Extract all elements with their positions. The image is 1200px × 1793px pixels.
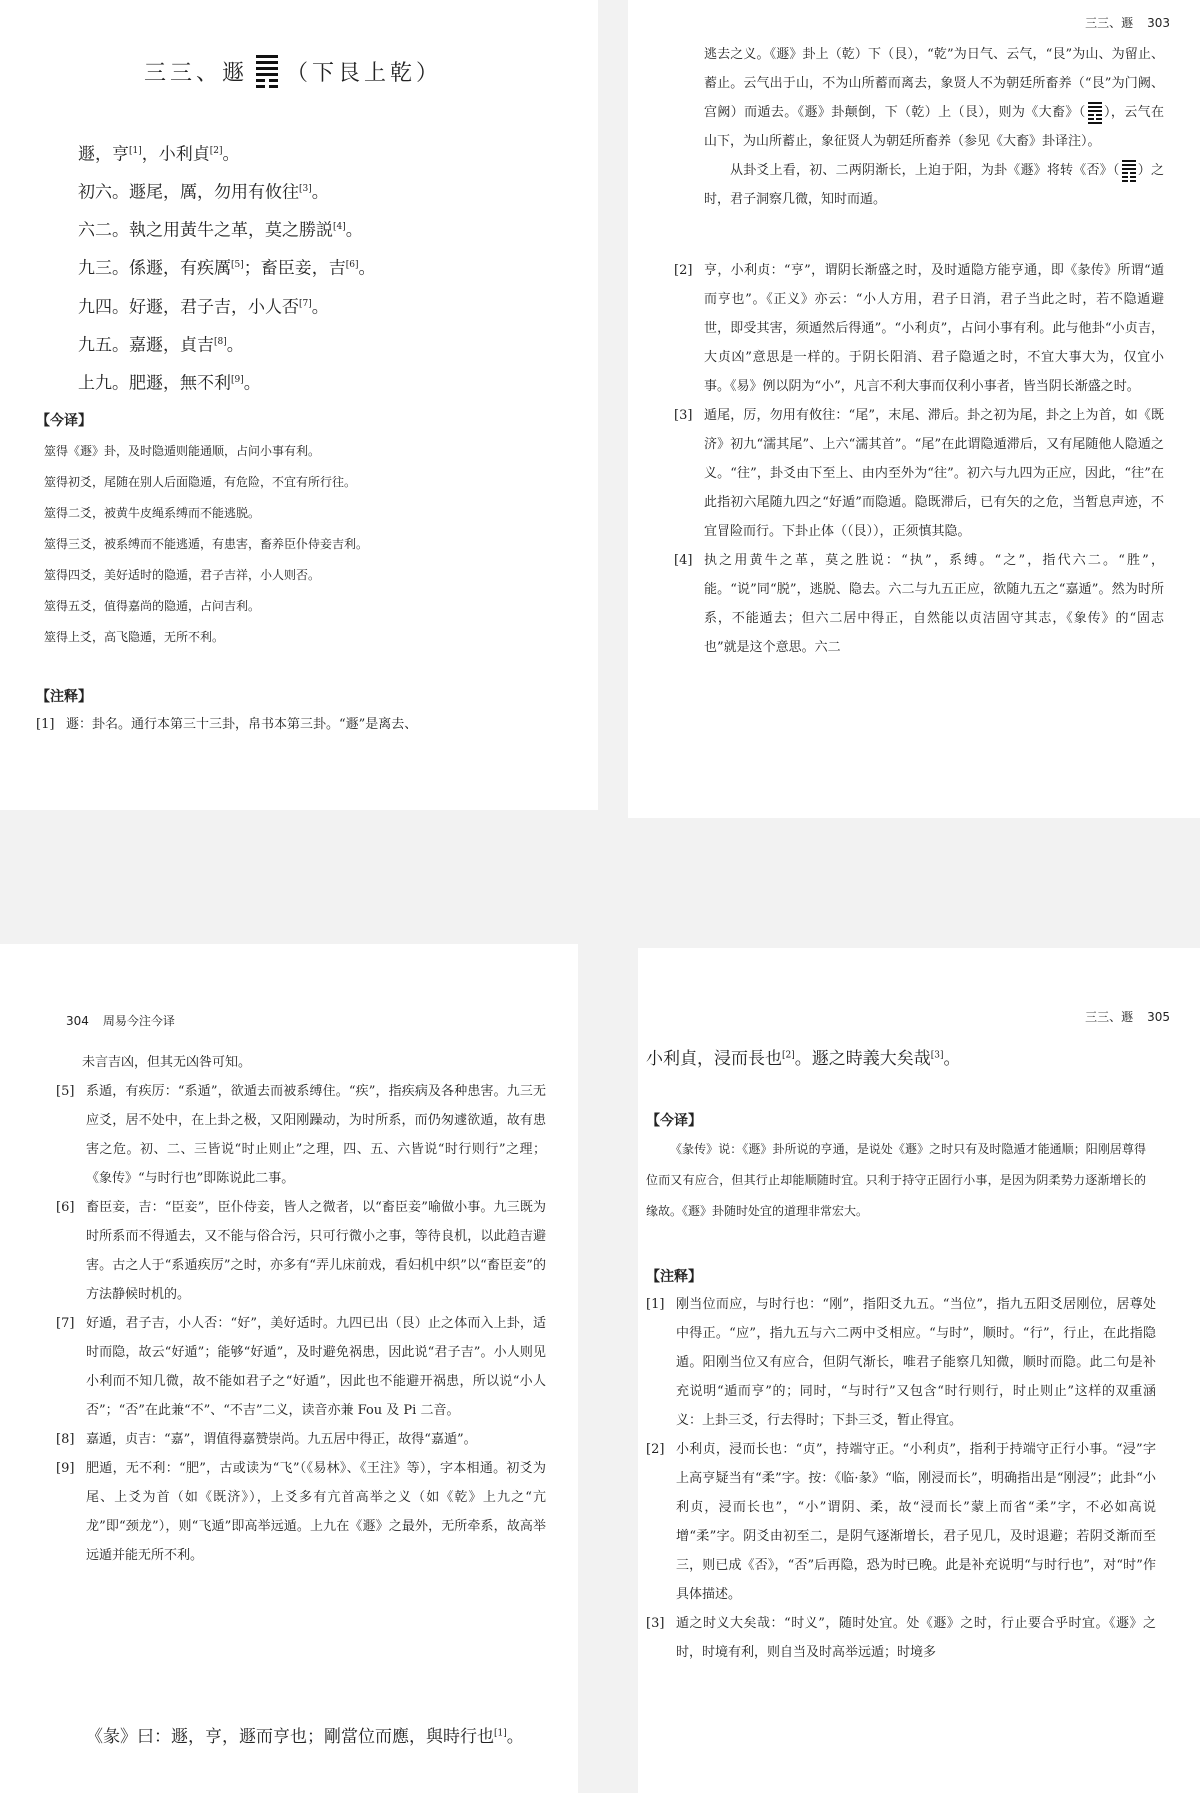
page-305 (638, 948, 1200, 1793)
note-item: [4] 执之用黄牛之革，莫之胜说：“执”，系缚。“之”，指代六二。“胜”，能。“说”同“脱”，逃脱、隐去。六二与九五正应，欲随九五之“嘉遁”。然为时所系，不能遁去；但六二居中得正，自然能以贞洁固守其志，《象传》的“固志也”就是这个意思。六二 (674, 553, 1164, 655)
hexagram-pi-icon (1122, 158, 1136, 184)
paragraph: 从卦爻上看，初、二两阴渐长，上迫于阳，为卦《遯》将转《否》（ ）之时，君子洞察几微，知时而遁。 (704, 156, 1164, 214)
jinyi-body: 《彖传》说：《遯》卦所说的亨通，是说处《遯》之时只有及时隐遁才能通顺；阳刚居尊得位而又有应合，但其行止却能顺随时宜。只利于持守正固行小事，是因为阴柔势力逐渐增长的缘故。《遯》卦随时处宜的道理非常宏大。 (646, 1142, 1146, 1218)
running-head: 三三、遯 305 (1085, 1010, 1170, 1024)
page-303-left (0, 0, 598, 810)
jinyi-heading: 【今译】 (646, 1113, 702, 1129)
hexagram-daxu-icon (1088, 100, 1102, 126)
paragraph: 未言吉凶，但其无凶咎可知。 (82, 1055, 252, 1070)
jinyi-line: 筮得五爻，值得嘉尚的隐遁，占问吉利。 (44, 599, 261, 613)
jinyi-list (44, 436, 368, 653)
paragraph: 逃去之义。《遯》卦上（乾）下（艮），“乾”为日气、云气，“艮”为山、为留止、蓄止。云气出于山，不为山所蓄而离去，象贤人不为朝廷所畜养（“艮”为门阙、宫阙）而遁去。《遯》卦颠倒，下（乾）上（艮），则为《大畜》（ ），云气在山下，为山所蓄止，象征贤人为朝廷所畜养（参见《大畜》卦译注）。 (704, 47, 1164, 149)
jinyi-heading: 【今译】 (36, 413, 92, 429)
title-suffix: （下艮上乾） (286, 61, 443, 86)
verse-line: 上九。肥遯，無不利[9]。 (78, 373, 261, 394)
running-head: 三三、遯 303 (1085, 16, 1170, 30)
hexagram-dun-icon (256, 52, 278, 91)
verse-line: 初六。遯尾，厲，勿用有攸往[3]。 (78, 182, 329, 203)
verse-line: 遯，亨[1]，小利貞[2]。 (78, 144, 240, 165)
note-list (674, 256, 1164, 662)
note-item: [6] 畜臣妾，吉：“臣妾”，臣仆侍妾，皆人之微者，以“畜臣妾”喻做小事。九三既为时所系而不得遁去，又不能与俗合污，只可行微小之事，等待良机，以此趋吉避害。古之人于“系遁疾厉”之时，亦多有“弄儿床前戏，看妇机中织”以“畜臣妾”的方法静候时机的。 (56, 1200, 546, 1302)
note-item: [7] 好遁，君子吉，小人否：“好”，美好适时。九四已出（艮）止之体而入上卦，适时而隐，故云“好遁”；能够“好遁”，及时避免祸患，因此说“君子吉”。小人则见小利而不知几微，故不能如君子之“好遁”，因此也不能避开祸患，所以说“小人否”；“否”在此兼“不”、“不吉”二义，读音亦兼 Fou 及 Pi 二音。 (56, 1316, 546, 1418)
zhushi-heading: 【注释】 (36, 689, 92, 705)
jinyi-line: 筮得上爻，高飞隐遁，无所不利。 (44, 630, 225, 644)
verse-list (78, 134, 376, 401)
title-prefix: 三三、遯 (144, 61, 249, 86)
note-item: [2] 亨，小利贞：“亨”，谓阴长渐盛之时，及时遁隐方能亨通，即《彖传》所谓“遁而亨也”。《正义》亦云：“小人方用，君子日消，君子当此之时，若不隐遁避世，即受其害，须遁然后得通”。“小利贞”，占问小事有利。此与他卦“小贞吉，大贞凶”意思是一样的。于阴长阳消、君子隐遁之时，不宜大事大为，仅宜小事。《易》例以阴为“小”，凡言不利大事而仅利小事者，皆当阴长渐盛之时。 (674, 263, 1164, 394)
tuan-quote-continued: 小利貞，浸而長也[2]。遯之時義大矣哉[3]。 (646, 1049, 961, 1069)
tuan-quote: 《彖》曰：遯，亨，遯而亨也；剛當位而應，與時行也[1]。 (86, 1727, 524, 1747)
jinyi-line: 筮得三爻，被系缚而不能逃遁，有患害，畜养臣仆侍妾吉利。 (44, 537, 369, 551)
jinyi-line: 筮得四爻，美好适时的隐遁，君子吉祥，小人则否。 (44, 568, 321, 582)
hexagram-title (144, 52, 442, 91)
running-head: 304 周易今注今译 (66, 1014, 175, 1028)
note-item: [1] 遯：卦名。通行本第三十三卦，帛书本第三卦。“遯”是离去、 (36, 717, 418, 732)
note-list (646, 1290, 1156, 1667)
page-303-right (628, 0, 1200, 818)
note-item: [2] 小利贞，浸而长也：“贞”，持端守正。“小利贞”，指利于持端守正行小事。“浸”字上高亨疑当有“柔”字。按：《临·彖》“临，刚浸而长”，明确指出是“刚浸”；此卦“小利贞，浸而长也”，“小”谓阴、柔，故“浸而长”蒙上而省“柔”字，不必如高说增“柔”字。阴爻由初至二，是阴气逐渐增长，君子见几，及时退避；若阴爻渐而至三，则已成《否》，“否”后再隐，恐为时已晚。此是补充说明“与时行也”，对“时”作具体描述。 (646, 1442, 1156, 1602)
note-item: [8] 嘉遁，贞吉：“嘉”，谓值得嘉赞崇尚。九五居中得正，故得“嘉遁”。 (56, 1432, 477, 1447)
note-item: [9] 肥遁，无不利：“肥”，古或读为“飞”（《易林》、《王注》等），字本相通。初爻为尾、上爻为首（如《既济》），上爻多有亢首高举之义（如《乾》上九之“亢龙”即“颈龙”），则“飞遁”即高举远遁。上九在《遯》之最外，无所牵系，故高举远遁并能无所不利。 (56, 1461, 546, 1563)
verse-line: 九四。好遯，君子吉，小人否[7]。 (78, 297, 329, 318)
jinyi-line: 筮得二爻，被黄牛皮绳系缚而不能逃脱。 (44, 506, 261, 520)
zhushi-heading: 【注释】 (646, 1269, 702, 1285)
jinyi-line: 筮得初爻，尾随在别人后面隐遁，有危险，不宜有所行往。 (44, 475, 357, 489)
verse-line: 九三。係遯，有疾厲[5]；畜臣妾，吉[6]。 (78, 259, 376, 280)
verse-line: 六二。執之用黃牛之革，莫之勝説[4]。 (78, 220, 363, 241)
note-list (56, 1048, 546, 1570)
jinyi-line: 筮得《遯》卦，及时隐遁则能通顺，占问小事有利。 (44, 444, 321, 458)
note-item: [3] 遁尾，厉，勿用有攸往：“尾”，末尾、滞后。卦之初为尾，卦之上为首，如《既济》初九“濡其尾”、上六“濡其首”。“尾”在此谓隐遁滞后，又有尾随他人隐遁之义。“往”，卦爻由下至上、由内至外为“往”。初六与九四为正应，因此，“往”在此指初六尾随九四之“好遁”而隐遁。隐既滞后，已有矢的之危，当暂息声迹，不宜冒险而行。下卦止体（（艮）），正须慎其隐。 (674, 408, 1164, 539)
note-body (704, 40, 1164, 214)
note-item: [5] 系遁，有疾厉：“系遁”，欲遁去而被系缚住。“疾”，指疾病及各种患害。九三无应爻，居不处中，在上卦之极，又阳刚躁动，为时所系，而仍匆遽欲遁，故有患害之危。初、二、三皆说“时止则止”之理，四、五、六皆说“时行则行”之理；《象传》“与时行也”即陈说此二事。 (56, 1084, 546, 1186)
note-item: [1] 刚当位而应，与时行也：“刚”，指阳爻九五。“当位”，指九五阳爻居刚位，居尊处中得正。“应”，指九五与六二两中爻相应。“与时”，顺时。“行”，行止，在此指隐遁。阳刚当位又有应合，但阴气渐长，唯君子能察几知微，顺时而隐。此二句是补充说明“遁而亨”的；同时，“与时行”又包含“时行则行，时止则止”这样的双重涵义：上卦三爻，行去得时；下卦三爻，暂止得宜。 (646, 1297, 1156, 1428)
note-item: [3] 遁之时义大矣哉：“时义”，随时处宜。处《遯》之时，行止要合乎时宜。《遯》之时，时境有利，则自当及时高举远遁；时境多 (646, 1616, 1156, 1660)
verse-line: 九五。嘉遯，貞吉[8]。 (78, 335, 244, 356)
page-304 (0, 944, 578, 1793)
